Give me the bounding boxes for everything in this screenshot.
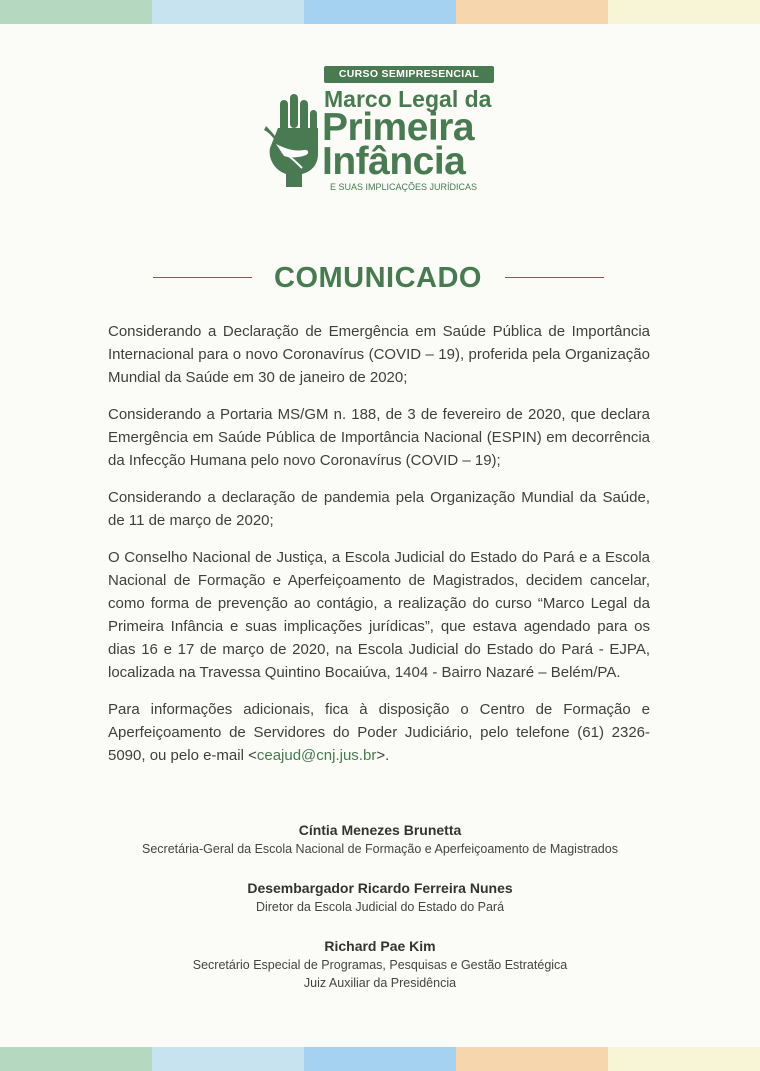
paragraph-3: Considerando a declaração de pandemia pela Organização Mundial da Saúde, de 11 de março de 2020; bbox=[108, 489, 650, 529]
heading-rule-right bbox=[505, 277, 604, 278]
signature-block bbox=[100, 936, 660, 992]
color-bar-segment bbox=[152, 0, 304, 24]
color-bar-segment bbox=[0, 0, 152, 24]
signature-block bbox=[100, 820, 660, 858]
signature-block bbox=[100, 878, 660, 916]
paragraph-4: O Conselho Nacional de Justiça, a Escola Judicial do Estado do Pará e a Escola Nacional de Formação e Aperfeiçoamento de Magistrados, decidem cancelar, como forma de prevenção ao contágio, a realização do curso “Marco Legal da Primeira Infância e suas implicações jurídicas”, que estava agendado para os dias 16 e 17 de março de 2020, na Escola Judicial do Estado do Pará - EJPA, localizada na Travessa Quintino Bocaiúva, 1404 - Bairro Nazaré – Belém/PA. bbox=[108, 549, 650, 681]
announcement-body bbox=[108, 320, 650, 781]
paragraph-1: Considerando a Declaração de Emergência em Saúde Pública de Importância Internacional para o novo Coronavírus (COVID – 19), proferida pela Organização Mundial da Saúde em 30 de janeiro de 2020; bbox=[108, 323, 650, 386]
paragraph-5-end: >. bbox=[376, 747, 390, 764]
color-bar-segment bbox=[608, 0, 760, 24]
logo-line-1: Marco Legal da bbox=[324, 86, 492, 112]
top-color-bar bbox=[0, 0, 760, 24]
signatory-role: Secretária-Geral da Escola Nacional de Formação e Aperfeiçoamento de Magistrados bbox=[142, 842, 618, 856]
logo-line-3: Infância bbox=[322, 140, 466, 183]
heading bbox=[150, 258, 606, 298]
signatory-name: Richard Pae Kim bbox=[324, 938, 436, 954]
signatory-role: Secretário Especial de Programas, Pesquisas e Gestão Estratégica bbox=[192, 958, 568, 972]
signatory-role-secondary: Juiz Auxiliar da Presidência bbox=[303, 976, 457, 990]
signatory-name: Desembargador Ricardo Ferreira Nunes bbox=[247, 880, 513, 896]
color-bar-segment bbox=[304, 1047, 456, 1071]
bottom-color-bar bbox=[0, 1047, 760, 1071]
paragraph-2: Considerando a Portaria MS/GM n. 188, de 3 de fevereiro de 2020, que declara Emergência em Saúde Pública de Importância Nacional (ESPIN) em decorrência da Infecção Humana pelo novo Coronavírus (COVID – 19); bbox=[108, 406, 650, 469]
color-bar-segment bbox=[304, 0, 456, 24]
signatory-name: Cíntia Menezes Brunetta bbox=[298, 822, 462, 838]
hands-icon bbox=[262, 92, 322, 188]
color-bar-segment bbox=[608, 1047, 760, 1071]
logo-tag: CURSO SEMIPRESENCIAL bbox=[324, 66, 494, 83]
page-title: COMUNICADO bbox=[274, 262, 482, 294]
color-bar-segment bbox=[456, 0, 608, 24]
logo-subtitle: E SUAS IMPLICAÇÕES JURÍDICAS bbox=[330, 182, 478, 192]
color-bar-segment bbox=[456, 1047, 608, 1071]
color-bar-segment bbox=[152, 1047, 304, 1071]
signatory-role: Diretor da Escola Judicial do Estado do Pará bbox=[255, 900, 505, 914]
heading-rule-left bbox=[153, 277, 252, 278]
paragraph-5 bbox=[108, 698, 650, 767]
paragraph-5-text: Para informações adicionais, fica à disposição o Centro de Formação e Aperfeiçoamento de Servidores do Poder Judiciário, pelo telefone (61) 2326-5090, ou pelo e-mail < bbox=[108, 701, 650, 764]
course-logo bbox=[262, 64, 502, 200]
signatures bbox=[100, 820, 660, 1012]
email-link[interactable]: ceajud@cnj.jus.br bbox=[256, 747, 377, 764]
color-bar-segment bbox=[0, 1047, 152, 1071]
logo-line-2: Primeira bbox=[322, 106, 475, 149]
